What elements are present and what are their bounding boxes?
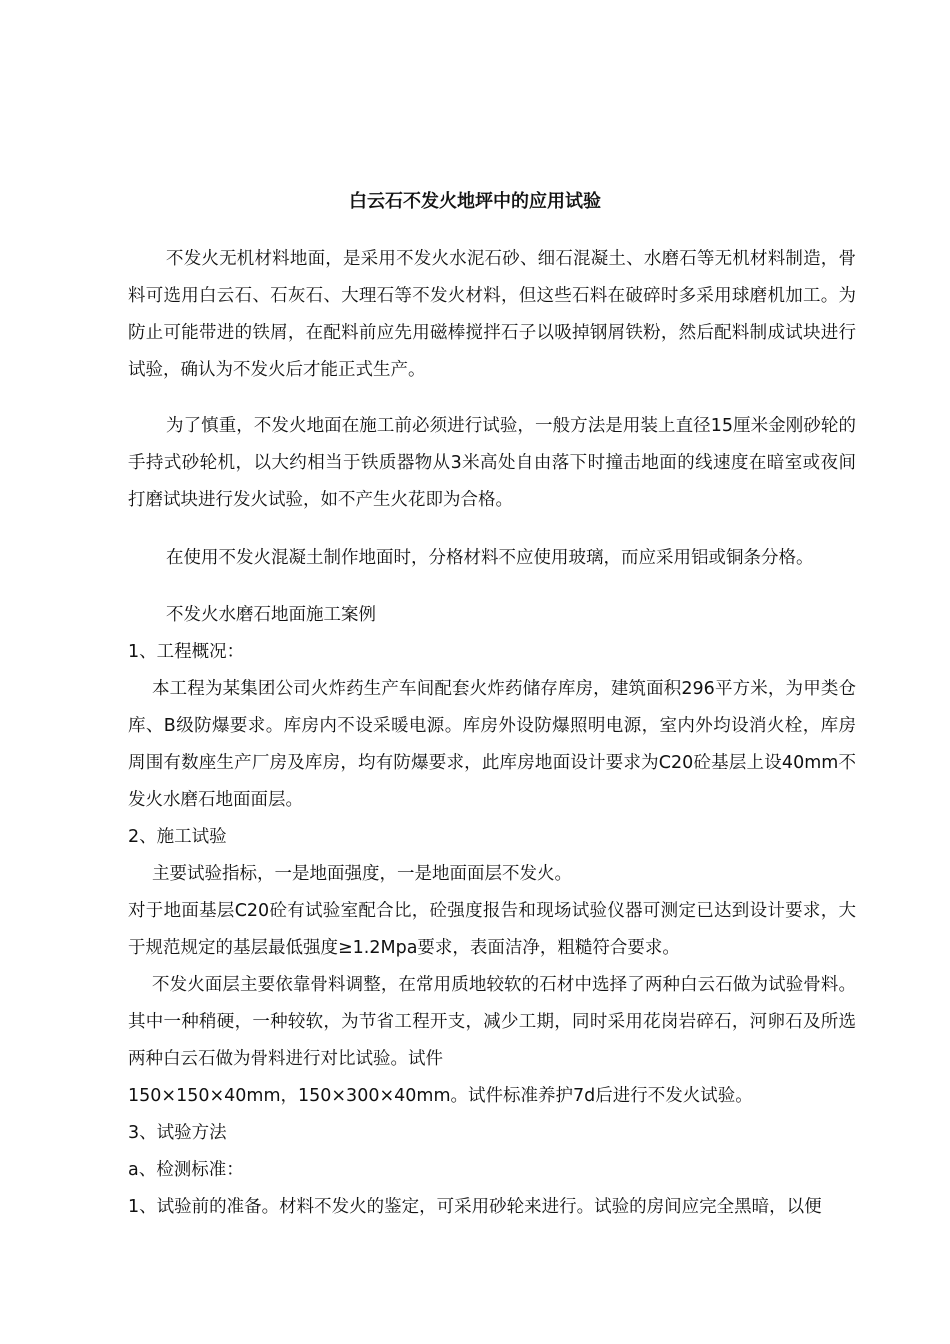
section-heading-construction-test: 2、施工试验 — [128, 827, 227, 847]
paragraph-test-method: 为了慎重，不发火地面在施工前必须进行试验，一般方法是用装上直径15厘米金刚砂轮的手持式砂轮机，以大约相当于铁质器物从3米高处自由落下时撞击地面的线速度在暗室或夜间打磨试块进行发火试验，如不产生火花即为合格。 — [128, 416, 856, 510]
section-heading-test-method: 3、试验方法 — [128, 1123, 227, 1143]
paragraph-overview: 本工程为某集团公司火炸药生产车间配套火炸药储存库房，建筑面积296平方米，为甲类仓库、B级防爆要求。库房内不设采暖电源。库房外设防爆照明电源，室内外均设消火栓，库房周围有数座生产厂房及库房，均有防爆要求，此库房地面设计要求为C20砼基层上设40mm不发火水磨石地面面层。 — [128, 679, 856, 810]
paragraph-preparation: 1、试验前的准备。材料不发火的鉴定，可采用砂轮来进行。试验的房间应完全黑暗，以便 — [128, 1197, 822, 1217]
paragraph-base-layer: 对于地面基层C20砼有试验室配合比，砼强度报告和现场试验仪器可测定已达到设计要求，大于规范规定的基层最低强度≥1.2Mpa要求，表面洁净，粗糙符合要求。 — [128, 901, 856, 958]
document-title: 白云石不发火地坪中的应用试验 — [349, 191, 601, 212]
paragraph-intro: 不发火无机材料地面，是采用不发火水泥石砂、细石混凝土、水磨石等无机材料制造，骨料可选用白云石、石灰石、大理石等不发火材料，但这些石料在破碎时多采用球磨机加工。为防止可能带进的铁屑，在配料前应先用磁棒搅拌石子以吸掉钢屑铁粉，然后配料制成试块进行试验，确认为不发火后才能正式生产。 — [128, 249, 856, 380]
section-heading-overview: 1、工程概况： — [128, 642, 245, 662]
paragraph-test-indicators: 主要试验指标，一是地面强度，一是地面面层不发火。 — [152, 864, 572, 884]
case-heading: 不发火水磨石地面施工案例 — [166, 605, 376, 625]
paragraph-specimen-size: 150×150×40mm，150×300×40mm。试件标准养护7d后进行不发火试验。 — [128, 1086, 753, 1106]
paragraph-aggregate: 不发火面层主要依靠骨料调整，在常用质地较软的石材中选择了两种白云石做为试验骨料。其中一种稍硬，一种较软，为节省工程开支，减少工期，同时采用花岗岩碎石，河卵石及所选两种白云石做为骨料进行对比试验。试件 — [128, 975, 856, 1069]
paragraph-divider-material: 在使用不发火混凝土制作地面时，分格材料不应使用玻璃，而应采用铝或铜条分格。 — [166, 548, 814, 568]
subheading-standard: a、检测标准： — [128, 1160, 244, 1180]
